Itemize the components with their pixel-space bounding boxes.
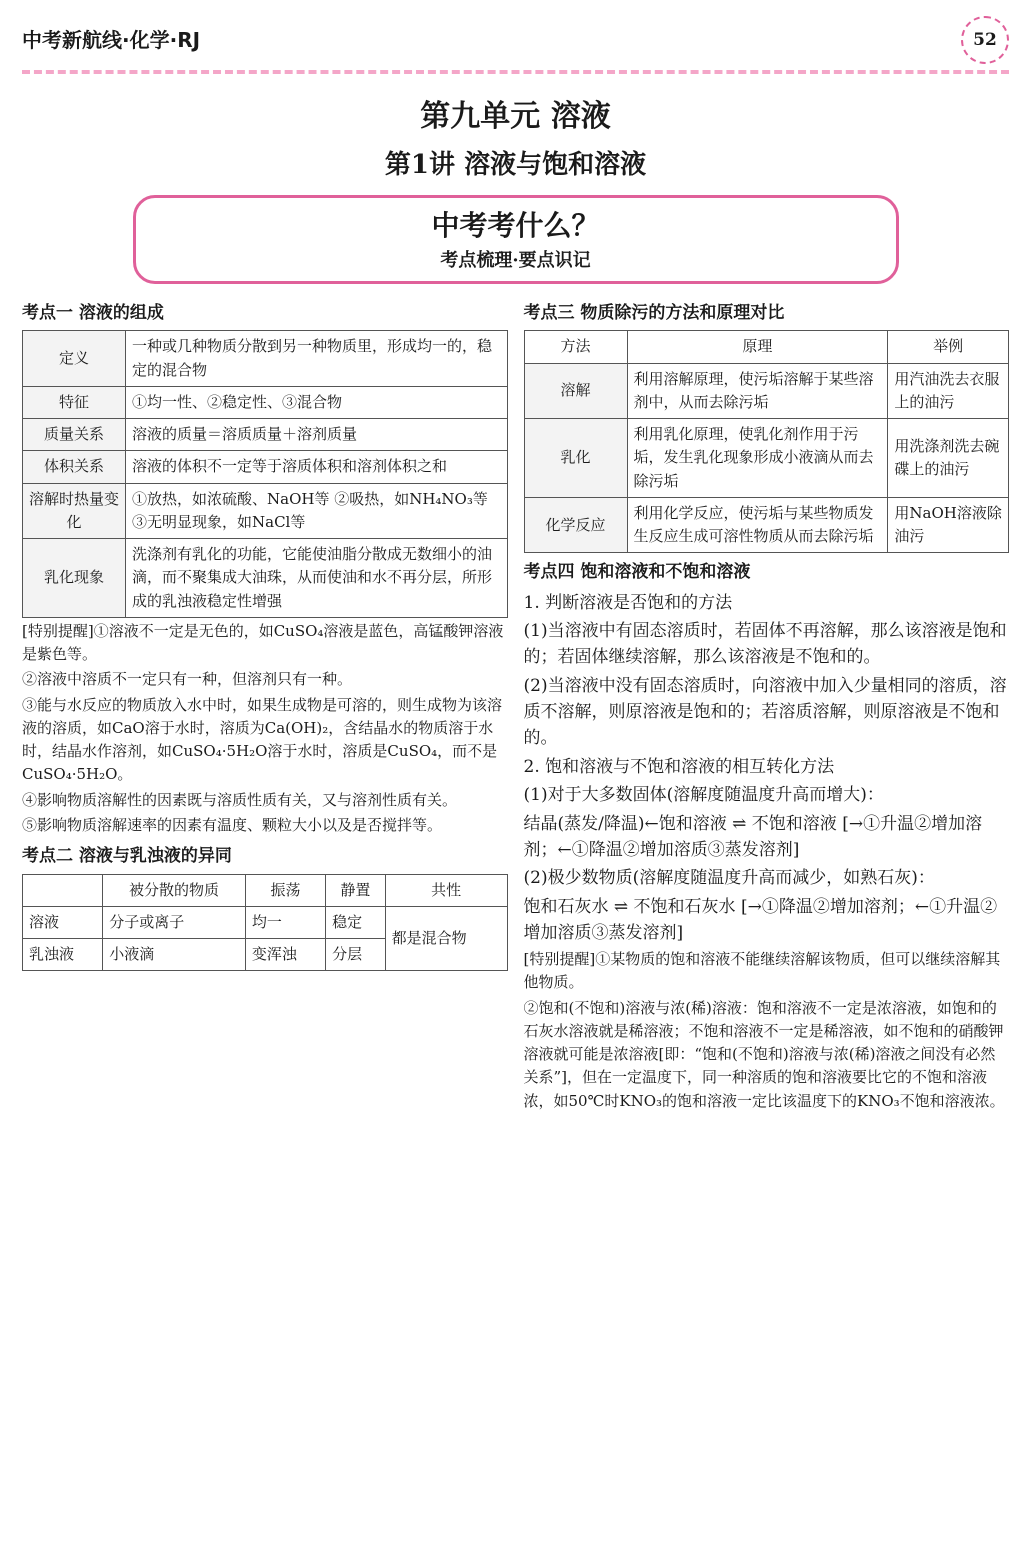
cell: 变浑浊 xyxy=(245,939,325,971)
row-name: 乳浊液 xyxy=(23,939,103,971)
row-content: ①均一性、②稳定性、③混合物 xyxy=(126,386,508,418)
s4-notes xyxy=(524,948,1010,1113)
row-label: 体积关系 xyxy=(23,451,126,483)
col-header: 原理 xyxy=(627,331,888,363)
col-header: 静置 xyxy=(326,874,386,906)
table-row xyxy=(23,906,508,938)
s1-heading: 考点一 溶液的组成 xyxy=(22,303,164,324)
row-content: 一种或几种物质分散到另一种物质里，形成均一的，稳定的混合物 xyxy=(126,331,508,387)
table-header-row xyxy=(23,874,508,906)
note-line: ②溶液中溶质不一定只有一种，但溶剂只有一种。 xyxy=(22,670,353,689)
note-line: ③能与水反应的物质放入水中时，如果生成物是可溶的，则生成物为该溶液的溶质，如CaO溶于水时，溶质为Ca(OH)₂，含结晶水的物质溶于水时，结晶水作溶剂，如CuSO₄·5H₂O溶于水时，溶质是CuSO₄，而不是CuSO₄·5H₂O。 xyxy=(22,695,503,784)
body-line: (2)极少数物质(溶解度随温度升高而减少，如熟石灰)： xyxy=(523,868,935,889)
principle-cell: 利用乳化原理，使乳化剂作用于污垢，发生乳化现象形成小液滴从而去除污垢 xyxy=(627,419,888,498)
row-label: 质量关系 xyxy=(23,419,126,451)
body-line: 结晶(蒸发/降温)←饱和溶液 ⇌ 不饱和溶液 [→①升温②增加溶剂；←①降温②增加溶质③蒸发溶剂] xyxy=(523,813,983,860)
section-banner xyxy=(133,195,899,284)
table-header-row xyxy=(524,331,1009,363)
row-content: 溶液的体积不一定等于溶质体积和溶剂体积之和 xyxy=(126,451,508,483)
s3-heading: 考点三 物质除污的方法和原理对比 xyxy=(523,303,785,324)
table-row xyxy=(23,451,508,483)
page-number: 52 xyxy=(961,16,1009,64)
left-column xyxy=(22,294,508,1115)
body-line: (1)对于大多数固体(溶解度随温度升高而增大)： xyxy=(523,785,884,806)
table-row xyxy=(23,386,508,418)
note-line: ②饱和(不饱和)溶液与浓(稀)溶液：饱和溶液不一定是浓溶液，如饱和的石灰水溶液就是稀溶液；不饱和溶液不一定是稀溶液，如不饱和的硝酸钾溶液就可能是浓溶液[即：“饱和(不饱和)溶液与浓(稀)溶液之间没有必然关系”]，但在一定温度下，同一种溶质的饱和溶液要比它的不饱和溶液浓，如50℃时KNO₃的饱和溶液一定比该温度下的KNO₃不饱和溶液浓。 xyxy=(523,998,1005,1110)
row-content: 溶液的质量＝溶质质量＋溶剂质量 xyxy=(126,419,508,451)
table-row xyxy=(524,363,1009,419)
note-line: [特别提醒]①溶液不一定是无色的，如CuSO₄溶液是蓝色，高锰酸钾溶液是紫色等。 xyxy=(22,621,504,664)
emulsion-table xyxy=(22,874,508,972)
col-header: 方法 xyxy=(524,331,627,363)
row-content: 洗涤剂有乳化的功能，它能使油脂分散成无数细小的油滴，而不聚集成大油珠，从而使油和水不再分层，所形成的乳浊液稳定性增强 xyxy=(126,539,508,618)
example-cell: 用NaOH溶液除油污 xyxy=(888,497,1009,553)
lecture-title: 第1讲 溶液与饱和溶液 xyxy=(384,149,647,180)
s4-body xyxy=(524,590,1010,946)
s4-heading: 考点四 饱和溶液和不饱和溶液 xyxy=(523,562,751,583)
cell: 小液滴 xyxy=(103,939,246,971)
cell: 分子或离子 xyxy=(103,906,246,938)
book-title: 中考新航线·化学·RJ xyxy=(22,27,201,52)
table-row xyxy=(524,497,1009,553)
table-row xyxy=(23,483,508,539)
col-header: 振荡 xyxy=(245,874,325,906)
table-row xyxy=(524,419,1009,498)
body-line: 饱和石灰水 ⇌ 不饱和石灰水 [→①降温②增加溶剂；←①升温②增加溶质③蒸发溶剂] xyxy=(523,896,998,943)
note-line: [特别提醒]①某物质的饱和溶液不能继续溶解该物质，但可以继续溶解其他物质。 xyxy=(523,950,1001,992)
principle-cell: 利用化学反应，使污垢与某些物质发生反应生成可溶性物质从而去除污垢 xyxy=(627,497,888,553)
row-label: 特征 xyxy=(23,386,126,418)
col-header: 共性 xyxy=(385,874,507,906)
page-header xyxy=(22,16,1009,74)
row-name: 溶液 xyxy=(23,906,103,938)
example-cell: 用汽油洗去衣服上的油污 xyxy=(888,363,1009,419)
table-row xyxy=(23,331,508,387)
example-cell: 用洗涤剂洗去碗碟上的油污 xyxy=(888,419,1009,498)
col-header: 举例 xyxy=(888,331,1009,363)
composition-table xyxy=(22,330,508,618)
row-label: 定义 xyxy=(23,331,126,387)
cell: 分层 xyxy=(326,939,386,971)
banner-main: 中考考什么？ xyxy=(431,208,600,242)
cell: 均一 xyxy=(245,906,325,938)
body-line: (2)当溶液中没有固态溶质时，向溶液中加入少量相同的溶质，溶质不溶解，则原溶液是饱和的；若溶质溶解，则原溶液是不饱和的。 xyxy=(523,675,1007,749)
method-cell: 化学反应 xyxy=(524,497,627,553)
body-line: 1. 判断溶液是否饱和的方法 xyxy=(523,592,733,613)
col-header: 被分散的物质 xyxy=(103,874,246,906)
method-cell: 溶解 xyxy=(524,363,627,419)
note-line: ⑤影响物质溶解速率的因素有温度、颗粒大小以及是否搅拌等。 xyxy=(22,815,443,834)
table-row xyxy=(23,539,508,618)
row-content: ①放热，如浓硫酸、NaOH等 ②吸热，如NH₄NO₃等 ③无明显现象，如NaCl等 xyxy=(126,483,508,539)
note-line: ④影响物质溶解性的因素既与溶质性质有关，又与溶剂性质有关。 xyxy=(22,790,458,809)
unit-title: 第九单元 溶液 xyxy=(420,99,611,134)
cleaning-table xyxy=(524,330,1010,553)
right-column xyxy=(524,294,1010,1115)
cell: 稳定 xyxy=(326,906,386,938)
banner-sub: 考点梳理·要点识记 xyxy=(440,250,591,272)
body-line: (1)当溶液中有固态溶质时，若固体不再溶解，那么该溶液是饱和的；若固体继续溶解，那么该溶液是不饱和的。 xyxy=(523,621,1007,668)
method-cell: 乳化 xyxy=(524,419,627,498)
col-header xyxy=(23,874,103,906)
table-row xyxy=(23,419,508,451)
s2-heading: 考点二 溶液与乳浊液的异同 xyxy=(22,846,232,867)
s1-notes xyxy=(22,620,508,837)
body-line: 2. 饱和溶液与不饱和溶液的相互转化方法 xyxy=(523,756,835,777)
row-label: 乳化现象 xyxy=(23,539,126,618)
principle-cell: 利用溶解原理，使污垢溶解于某些溶剂中，从而去除污垢 xyxy=(627,363,888,419)
row-label: 溶解时热量变化 xyxy=(23,483,126,539)
common-cell: 都是混合物 xyxy=(385,906,507,971)
